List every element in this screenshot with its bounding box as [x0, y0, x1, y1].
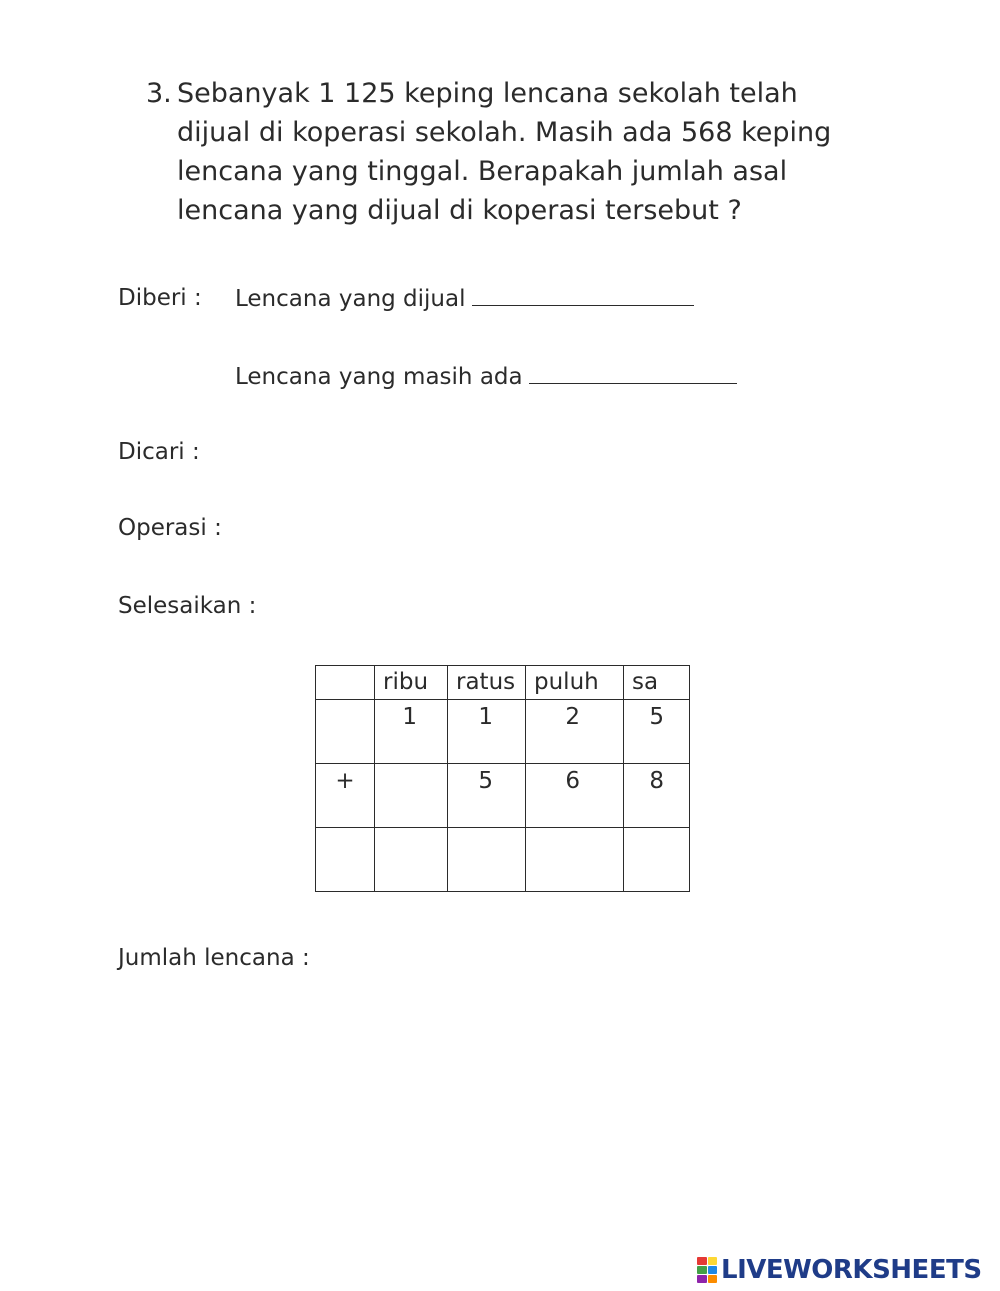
find-label: Dicari :	[118, 439, 200, 465]
given-label: Diberi :	[118, 285, 202, 311]
logo-block	[697, 1266, 707, 1274]
solve-label: Selesaikan :	[118, 593, 257, 619]
given-row-remaining	[235, 361, 737, 392]
operation-label: Operasi :	[118, 515, 222, 541]
header-cell-puluh: puluh	[526, 666, 624, 700]
sold-answer-blank[interactable]	[472, 283, 694, 306]
cell-operator: +	[316, 764, 375, 828]
place-value-table	[315, 665, 690, 892]
header-cell-sa: sa	[624, 666, 690, 700]
question-line: lencana yang tinggal. Berapakah jumlah asal	[177, 156, 788, 187]
header-cell-ribu: ribu	[375, 666, 448, 700]
total-label: Jumlah lencana :	[118, 945, 310, 971]
question-text	[177, 74, 906, 230]
answer-cell-puluh[interactable]	[526, 828, 624, 892]
liveworksheets-logo	[697, 1253, 982, 1287]
question-line: lencana yang dijual di koperasi tersebut ?	[177, 195, 742, 226]
remaining-answer-blank[interactable]	[529, 361, 737, 384]
logo-block	[697, 1257, 707, 1265]
cell-puluh: 6	[526, 764, 624, 828]
answer-cell-sa[interactable]	[624, 828, 690, 892]
table-answer-row	[316, 828, 690, 892]
question	[146, 74, 906, 230]
logo-block	[708, 1266, 718, 1274]
cell-sa: 8	[624, 764, 690, 828]
logo-block	[708, 1257, 718, 1265]
question-line: Sebanyak 1 125 keping lencana sekolah telah	[177, 78, 798, 109]
table-row	[316, 764, 690, 828]
table-row	[316, 700, 690, 764]
logo-text: LIVEWORKSHEETS	[721, 1255, 982, 1285]
header-cell-ratus: ratus	[448, 666, 526, 700]
given-row-sold	[235, 283, 694, 314]
table-header-row	[316, 666, 690, 700]
cell-ratus: 5	[448, 764, 526, 828]
cell-sa: 5	[624, 700, 690, 764]
cell-ratus: 1	[448, 700, 526, 764]
answer-cell-ratus[interactable]	[448, 828, 526, 892]
cell-ribu	[375, 764, 448, 828]
logo-block	[708, 1275, 718, 1283]
header-cell-operator	[316, 666, 375, 700]
given-item-sold-label: Lencana yang dijual	[235, 286, 466, 312]
liveworksheets-logo-icon	[697, 1257, 717, 1283]
answer-cell-ribu[interactable]	[375, 828, 448, 892]
cell-puluh: 2	[526, 700, 624, 764]
answer-cell-operator[interactable]	[316, 828, 375, 892]
question-number: 3.	[146, 78, 172, 109]
cell-ribu: 1	[375, 700, 448, 764]
question-line: dijual di koperasi sekolah. Masih ada 568 keping	[177, 117, 832, 148]
logo-block	[697, 1275, 707, 1283]
given-item-remaining-label: Lencana yang masih ada	[235, 364, 523, 390]
cell-operator	[316, 700, 375, 764]
